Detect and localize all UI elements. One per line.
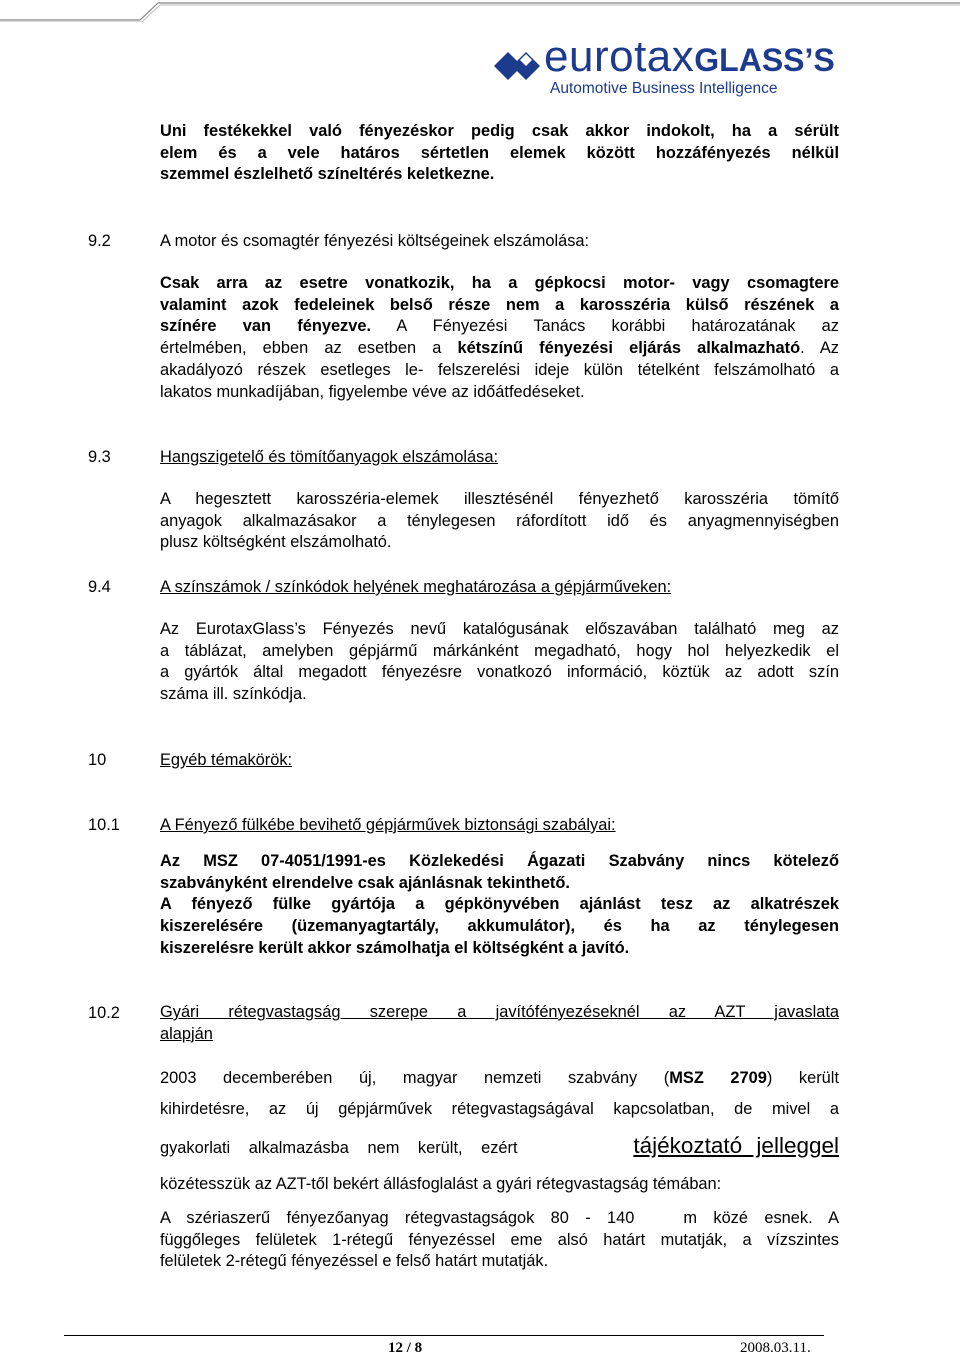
intro-line: Uni festékekkel való fényezéskor pedig csak akkor indokolt, ha a sérült <box>160 122 839 140</box>
body-line <box>160 1067 839 1089</box>
logo-tagline: Automotive Business Intelligence <box>550 80 778 97</box>
section-10-2-body <box>160 1067 839 1089</box>
section-9-3-body <box>160 489 839 554</box>
body-line: a táblázat, amelyben gépjármű márkánként megadható, hogy hol helyezkedik el <box>160 641 839 660</box>
body-line-text: közétesszük az AZT-től bekért állásfoglalást a gyári rétegvastagság témában: <box>160 1175 722 1193</box>
section-title <box>160 1002 839 1045</box>
logo-wordmark <box>544 32 835 82</box>
section-number: 10.2 <box>88 1004 120 1022</box>
section-10-2-detail <box>160 1208 839 1273</box>
section-9-4-body <box>160 619 839 706</box>
section-number: 10.1 <box>88 816 120 834</box>
text-run: A Fényezési Tanács korábbi határozatának az <box>371 317 839 336</box>
section-number: 10 <box>88 751 107 769</box>
logo-arrows-icon <box>494 44 546 88</box>
body-line: Csak arra az esetre vonatkozik, ha a gépkocsi motor- vagy csomagtere <box>160 274 839 292</box>
body-line: szabványként elrendelve csak ajánlásnak tekinthető. <box>160 873 570 892</box>
text-run: értelmében, ebben az esetben a <box>160 339 458 358</box>
section-title: Egyéb témakörök: <box>160 751 293 769</box>
page-number: 12 / 8 <box>388 1340 423 1356</box>
bold-run: MSZ 2709 <box>669 1069 767 1087</box>
body-line: A szériaszerű fényezőanyag rétegvastagságok 80 - 140 m közé esnek. A <box>160 1209 839 1227</box>
section-title: Hangszigetelő és tömítőanyagok elszámolása: <box>160 448 499 466</box>
body-line <box>160 1132 839 1162</box>
body-line: A fényező fülke gyártója a gépkönyvében ajánlást tesz az alkatrészek <box>160 895 839 914</box>
body-line: a gyártók által megadott fényezésre vonatkozó információ, köztük az adott szín <box>160 663 839 682</box>
intro-line: elem és a vele határos sértetlen elemek között hozzáfényezés nélkül <box>160 143 839 162</box>
body-line: Az EurotaxGlass’s Fényezés nevű katalógusának előszavában található meg az <box>160 620 839 638</box>
body-line: kiszerelésre került akkor számolhatja el költségként a javító. <box>160 938 630 957</box>
body-line <box>160 1099 839 1121</box>
section-title: A motor és csomagtér fényezési költségeinek elszámolása: <box>160 232 590 250</box>
body-line: valamint azok fedeleinek belső része nem a karosszéria külső részének a <box>160 295 839 314</box>
text-run: 2003 decemberében új, magyar nemzeti szabvány ( <box>160 1069 670 1087</box>
emphasis-run: tájékoztató jelleggel <box>633 1133 839 1158</box>
body-line: plusz költségként elszámolható. <box>160 533 392 552</box>
body-line: anyagok alkalmazásakor a ténylegesen ráfordított idő és anyagmennyiségben <box>160 511 839 530</box>
intro-line: szemmel észlelhető színeltérés keletkezne. <box>160 165 495 184</box>
eurotax-glass-logo <box>494 32 844 102</box>
section-10-1-body <box>160 851 839 960</box>
logo-bold-text: GLASS’S <box>694 42 835 78</box>
section-9-2-body <box>160 273 839 403</box>
text-run: ) került <box>766 1069 839 1087</box>
body-line-text: kihirdetésre, az új gépjárművek rétegvastagságával kapcsolatban, de mivel a <box>160 1100 839 1118</box>
bold-run: kétszínű fényezési eljárás alkalmazható <box>457 339 801 358</box>
body-line <box>160 1174 839 1196</box>
body-line: kiszerelésére (üzemanyagtartály, akkumulátor), és ha az ténylegesen <box>160 917 839 936</box>
section-number: 9.4 <box>88 578 111 596</box>
title-line: Gyári rétegvastagság szerepe a javítófényezéseknél az AZT javaslata <box>160 1003 839 1021</box>
body-line <box>160 316 839 338</box>
body-line <box>160 338 839 360</box>
body-line: A hegesztett karosszéria-elemek illesztésénél fényezhető karosszéria tömítő <box>160 490 839 508</box>
body-line: lakatos munkadíjában, figyelembe véve az időátfedéseket. <box>160 382 585 401</box>
body-line: száma ill. színkódja. <box>160 685 307 704</box>
body-line: Az MSZ 07-4051/1991-es Közlekedési Ágazati Szabvány nincs kötelező <box>160 852 839 870</box>
body-line: akadályozó részek esetleges le- felszerelési ideje külön tételként felszámolható a <box>160 360 839 379</box>
section-title: A színszámok / színkódok helyének meghatározása a gépjárműveken: <box>160 578 672 596</box>
header-bar <box>0 0 960 22</box>
text-run: gyakorlati alkalmazásba nem került, ezért <box>160 1139 518 1157</box>
section-number: 9.2 <box>88 232 111 250</box>
body-line: felületek 2-rétegű fényezéssel e felső határt mutatják. <box>160 1252 549 1271</box>
body-line: függőleges felületek 1-rétegű fényezéssel eme alsó határt mutatják, a vízszintes <box>160 1230 839 1249</box>
intro-paragraph <box>160 121 839 186</box>
logo-main-text: eurotax <box>544 32 695 81</box>
text-run: . Az <box>800 339 839 358</box>
bold-run: színére van fényezve. <box>160 317 372 336</box>
footer-date: 2008.03.11. <box>740 1340 811 1356</box>
title-line: alapján <box>160 1024 213 1043</box>
footer-rule <box>64 1335 824 1336</box>
section-title: A Fényező fülkébe bevihető gépjárművek biztonsági szabályai: <box>160 816 616 834</box>
section-number: 9.3 <box>88 448 111 466</box>
